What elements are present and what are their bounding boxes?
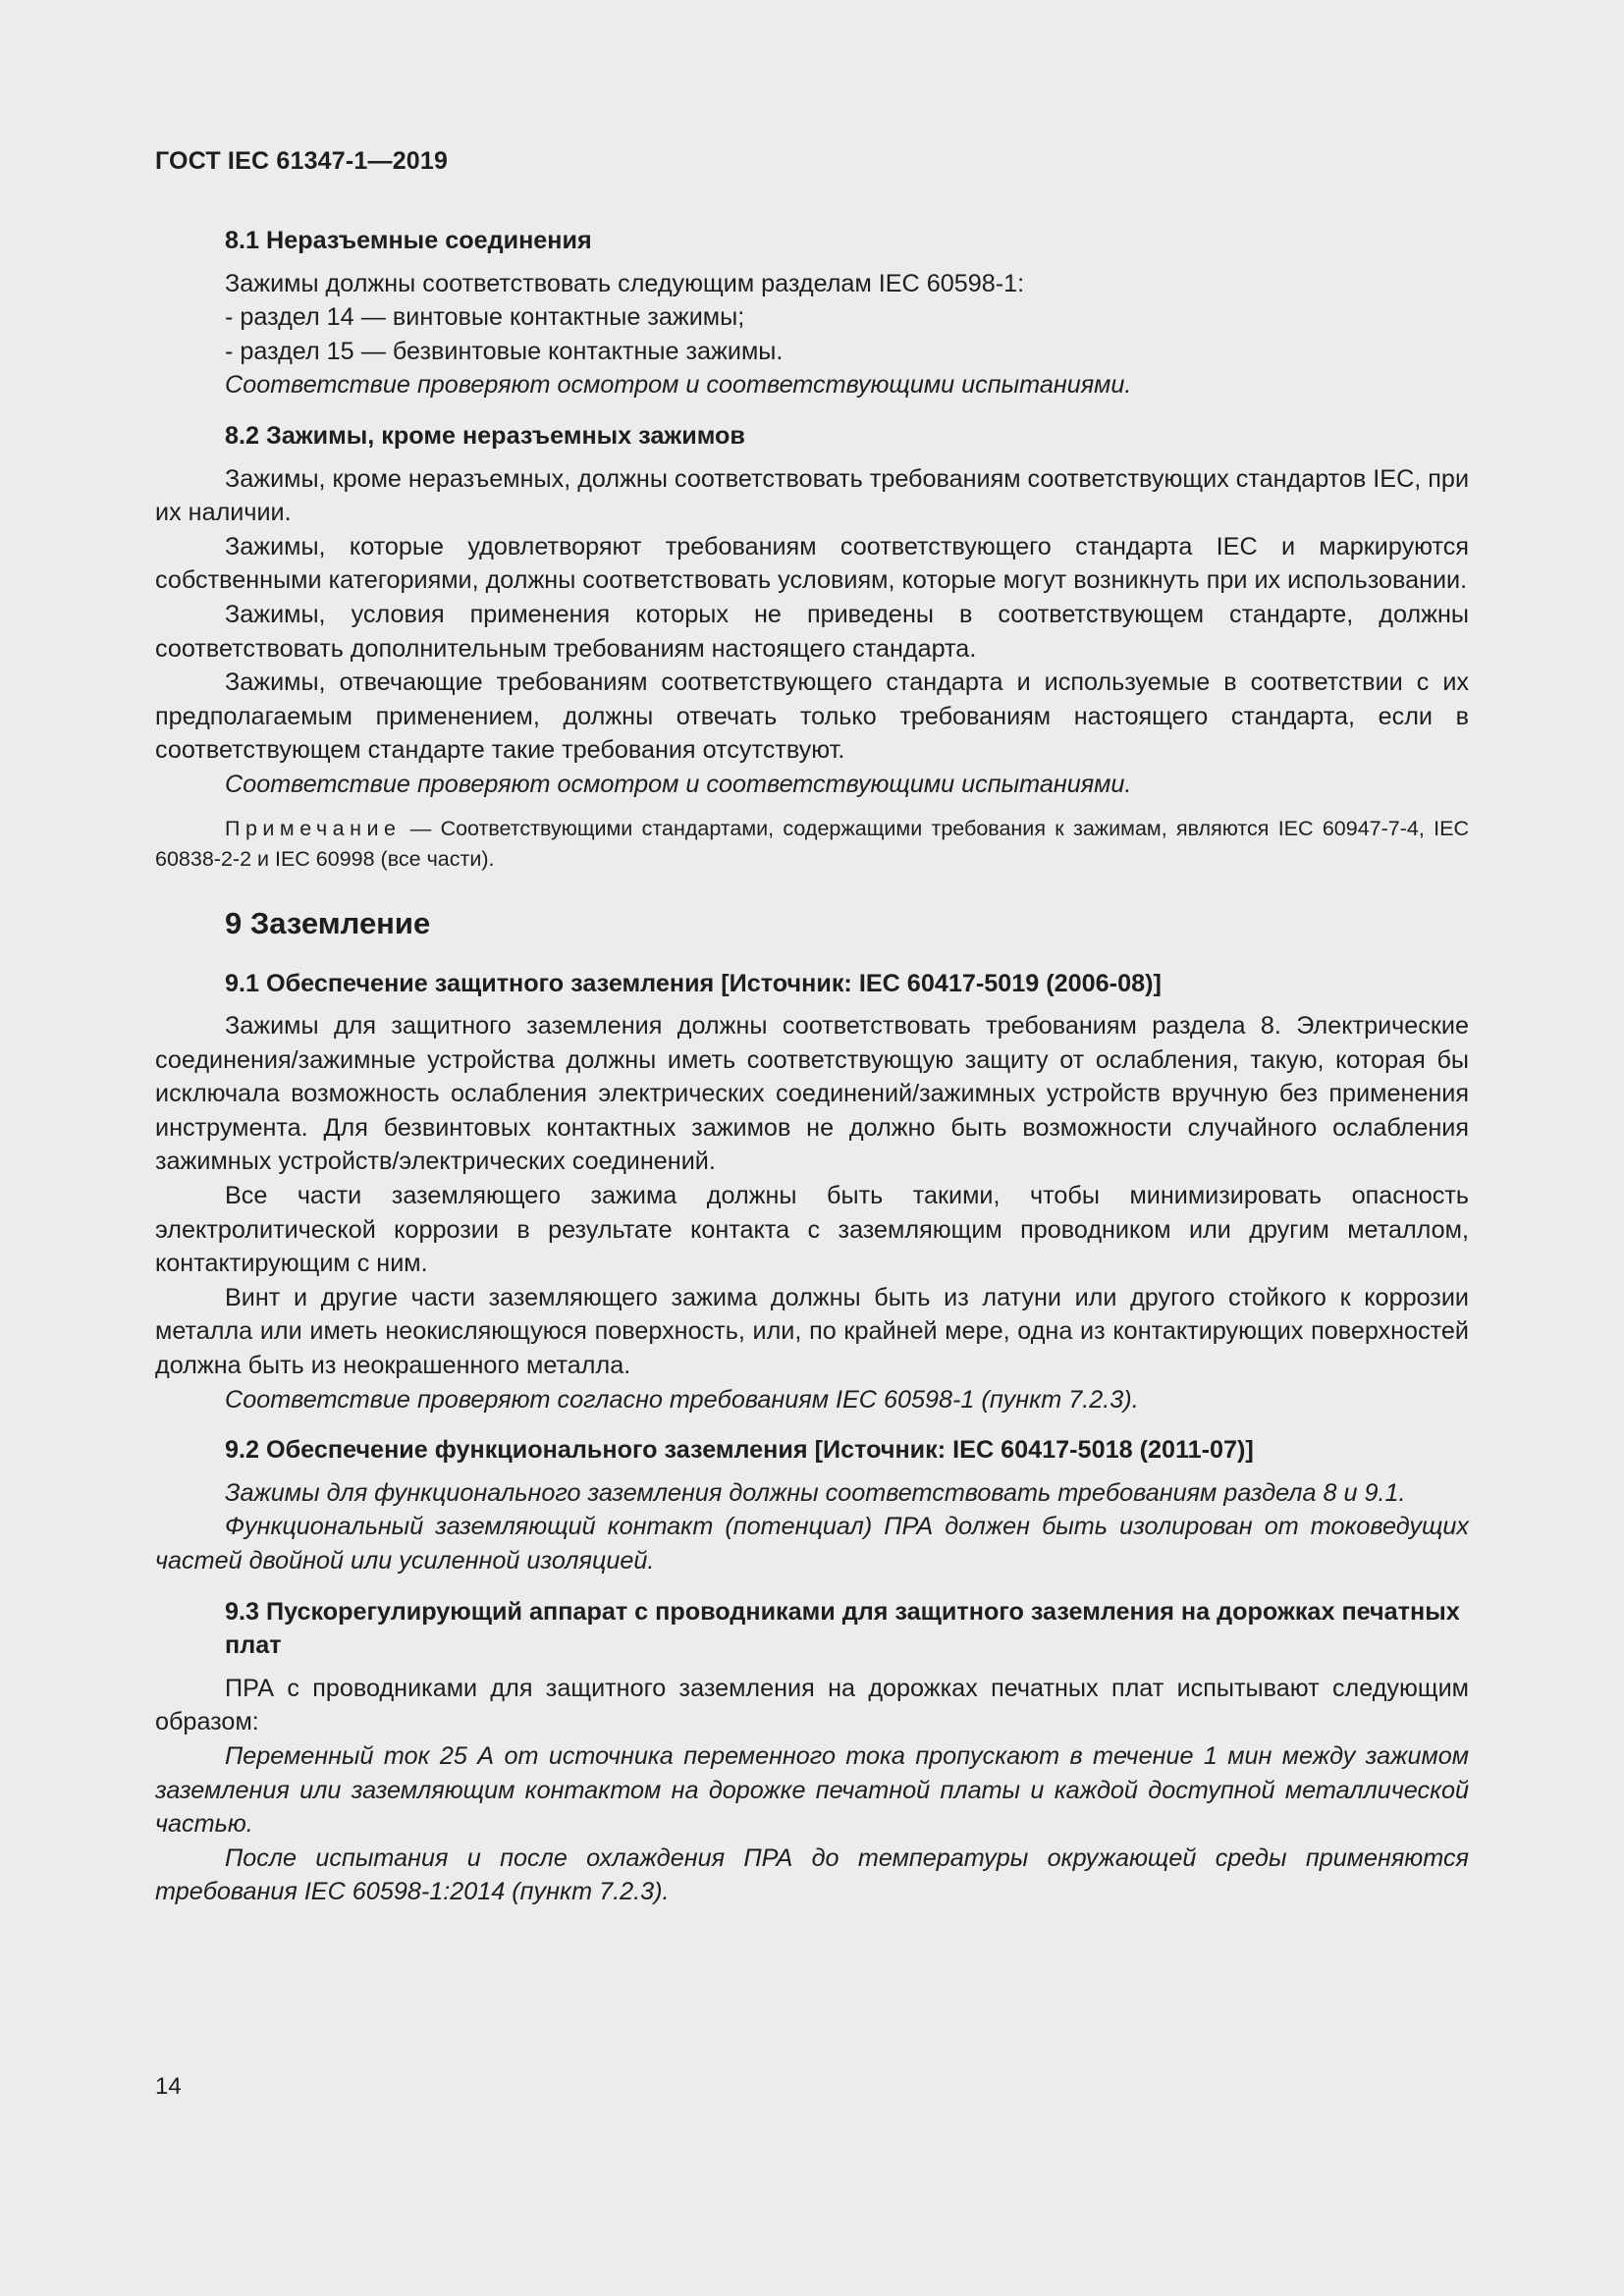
document-body: [155, 224, 1469, 1909]
section-9-1-paragraph-3: Винт и другие части заземляющего зажима должны быть из латуни или другого стойкого к коррозии металла или иметь неокисляющуюся поверхность, или, по крайней мере, одна из контактирующих поверхностей должна быть из неокрашенного металла.: [155, 1283, 1469, 1380]
section-9-1-paragraph-1: Зажимы для защитного заземления должны соответствовать требованиям раздела 8. Электрические соединения/зажимные устройства должны иметь соответствующую защиту от ослабления, такую, которая бы исключала возможность ослабления электрических соединений/зажимных устройств вручную без применения инструмента. Для безвинтовых контактных зажимов не должно быть возможности случайного ослабления зажимных устройств/электрических соединений.: [155, 1012, 1469, 1176]
section-8-2-heading: 8.2 Зажимы, кроме неразъемных зажимов: [225, 421, 745, 450]
note-text: — Соответствующими стандартами, содержащими требования к зажимам, являются IEC 60947-7-4, IEC 60838-2-2 и IEC 60998 (все части).: [155, 816, 1469, 871]
section-8-1-intro: Зажимы должны соответствовать следующим разделам IEC 60598-1:: [225, 269, 1025, 297]
section-8-1-item-1: - раздел 14 — винтовые контактные зажимы;: [225, 303, 745, 332]
section-8-2-paragraph-4: Зажимы, отвечающие требованиям соответствующего стандарта и используемые в соответствии с их предполагаемым применением, должны отвечать только требованиям настоящего стандарта, если в соответствующем стандарте такие требования отсутствуют.: [155, 668, 1469, 765]
section-8-2-paragraph-3: Зажимы, условия применения которых не приведены в соответствующем стандарте, должны соответствовать дополнительным требованиям настоящего стандарта.: [155, 600, 1469, 663]
section-9-1-compliance: Соответствие проверяют согласно требованиям IEC 60598-1 (пункт 7.2.3).: [225, 1385, 1139, 1414]
section-8-2-compliance: Соответствие проверяют осмотром и соответствующими испытаниями.: [225, 770, 1132, 798]
section-8-2-paragraph-1: Зажимы, кроме неразъемных, должны соответствовать требованиям соответствующих стандартов IEC, при их наличии.: [155, 464, 1470, 527]
section-9-heading: 9 Заземление: [225, 905, 431, 940]
section-8-1-item-2: - раздел 15 — безвинтовые контактные зажимы.: [225, 337, 784, 365]
section-8-2-paragraph-2: Зажимы, которые удовлетворяют требованиям соответствующего стандарта IEC и маркируются собственными категориями, должны соответствовать условиям, которые могут возникнуть при их использовании.: [155, 532, 1469, 595]
section-9-1-paragraph-2: Все части заземляющего зажима должны быть такими, чтобы минимизировать опасность электролитической коррозии в результате контакта с заземляющим проводником или другим металлом, контактирующим с ним.: [155, 1182, 1469, 1278]
note-label: Примечание: [225, 816, 402, 840]
document-header: ГОСТ IEC 61347-1—2019: [155, 147, 449, 175]
section-9-1-heading: 9.1 Обеспечение защитного заземления [Источник: IEC 60417-5019 (2006-08)]: [225, 969, 1162, 997]
section-8-1-compliance: Соответствие проверяют осмотром и соответствующими испытаниями.: [225, 371, 1132, 400]
section-9-3-paragraph-1: ПРА с проводниками для защитного заземления на дорожках печатных плат испытывают следующим образом:: [155, 1674, 1469, 1736]
section-8-2-note: [155, 814, 1469, 875]
section-9-2-heading: 9.2 Обеспечение функционального заземления [Источник: IEC 60417-5018 (2011-07)]: [225, 1436, 1254, 1465]
section-9-3-heading: 9.3 Пускорегулирующий аппарат с проводниками для защитного заземления на дорожках печатных плат: [225, 1597, 1460, 1660]
section-9-3-paragraph-2: Переменный ток 25 А от источника переменного тока пропускают в течение 1 мин между зажимом заземления или заземляющим контактом на дорожке печатной платы и каждой доступной металлической частью.: [155, 1741, 1469, 1839]
section-9-2-paragraph-1: Зажимы для функционального заземления должны соответствовать требованиям раздела 8 и 9.1.: [225, 1478, 1406, 1507]
section-8-1-heading: 8.1 Неразъемные соединения: [225, 227, 592, 254]
section-9-3-paragraph-3: После испытания и после охлаждения ПРА до температуры окружающей среды применяются требования IEC 60598-1:2014 (пункт 7.2.3).: [155, 1843, 1469, 1906]
section-9-2-paragraph-2: Функциональный заземляющий контакт (потенциал) ПРА должен быть изолирован от токоведущих частей двойной или усиленной изоляцией.: [155, 1513, 1469, 1575]
page-number: 14: [155, 2073, 182, 2100]
